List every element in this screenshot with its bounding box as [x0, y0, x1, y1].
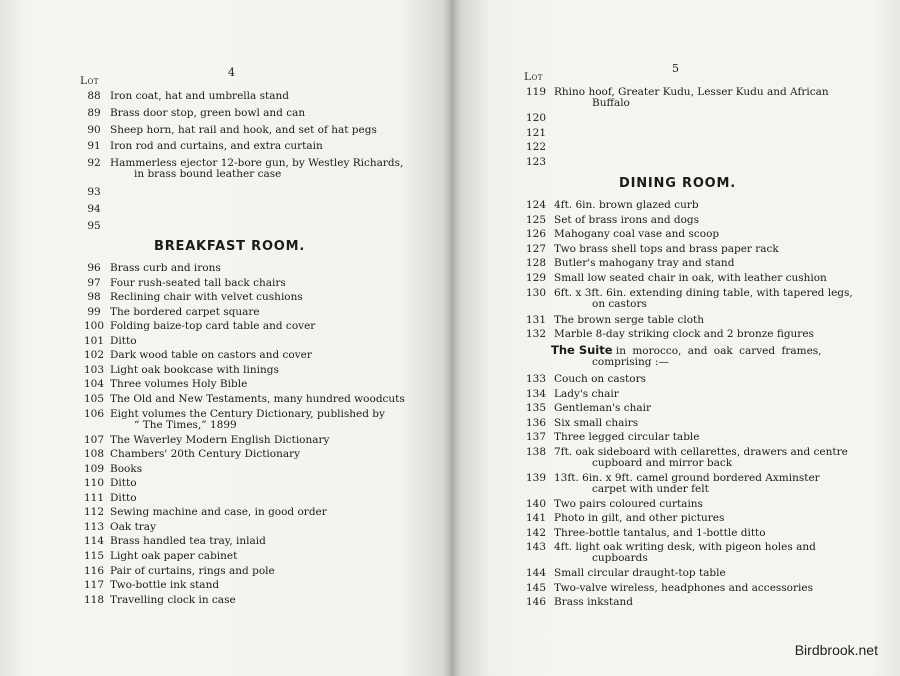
- lot-description-continued: in brass bound leather case: [134, 168, 282, 181]
- lot-number: 102: [83, 349, 105, 362]
- lot-description-continued: “ The Times,” 1899: [134, 418, 237, 431]
- lot-number: 137: [525, 431, 547, 443]
- lot-description: Three-bottle tantalus, and 1-bottle ditto: [554, 526, 766, 539]
- lot-number: 98: [87, 291, 101, 304]
- lot-number: 127: [525, 242, 547, 255]
- lot-number: 101: [83, 334, 105, 347]
- lot-description: Three volumes Holy Bible: [110, 378, 248, 391]
- lot-description-continued: cupboards: [592, 552, 648, 564]
- lot-description-continued: carpet with under felt: [592, 482, 709, 495]
- lot-number: 116: [83, 564, 105, 577]
- lot-description: Six small chairs: [554, 416, 639, 429]
- lot-number: 122: [525, 141, 547, 154]
- lot-number: 126: [525, 228, 547, 241]
- suite-description: in morocco, and oak carved frames,: [615, 345, 822, 357]
- lot-description: Light oak paper cabinet: [110, 549, 238, 562]
- lot-number: 129: [525, 272, 547, 284]
- page-number: 5: [672, 62, 679, 75]
- lot-description: The Waverley Modern English Dictionary: [110, 433, 330, 446]
- lot-number: 115: [83, 549, 105, 562]
- lot-description: The Old and New Testaments, many hundred woodcuts: [110, 392, 405, 405]
- lot-description: 7ft. oak sideboard with cellarettes, drawers and centre: [554, 445, 848, 458]
- lot-description: Marble 8-day striking clock and 2 bronze figures: [554, 328, 814, 341]
- page-number: 4: [228, 66, 235, 79]
- lot-description: Mahogany coal vase and scoop: [554, 228, 720, 241]
- lot-number: 133: [525, 373, 547, 385]
- lot-number: 112: [83, 506, 105, 519]
- lot-number: 138: [525, 445, 547, 458]
- lot-description-continued: on castors: [592, 297, 647, 310]
- lot-number: 97: [87, 276, 101, 289]
- lot-number: 107: [83, 433, 105, 446]
- lot-number: 109: [83, 462, 105, 475]
- lot-description: Chambers' 20th Century Dictionary: [110, 448, 301, 461]
- lot-number: 124: [525, 199, 547, 211]
- lot-description: Light oak bookcase with linings: [110, 363, 279, 376]
- lot-number: 125: [525, 213, 547, 226]
- lot-number: 146: [525, 596, 547, 608]
- lot-number: 100: [83, 320, 105, 333]
- lot-number: 88: [87, 90, 101, 102]
- lot-description: Photo in gilt, and other pictures: [554, 512, 725, 524]
- lot-description-continued: Buffalo: [592, 97, 630, 109]
- lot-description: The bordered carpet square: [110, 305, 260, 318]
- lot-description: Brass curb and irons: [110, 262, 221, 274]
- lot-number: 144: [525, 567, 547, 579]
- lot-description: Butler's mahogany tray and stand: [554, 257, 735, 270]
- lot-number: 92: [87, 157, 101, 170]
- lot-description: Iron coat, hat and umbrella stand: [110, 90, 289, 102]
- lot-description: 4ft. 6in. brown glazed curb: [554, 199, 699, 211]
- lot-description: 6ft. x 3ft. 6in. extending dining table, with tapered legs,: [554, 286, 853, 299]
- lot-description: Three legged circular table: [554, 431, 700, 443]
- lot-number: 142: [525, 526, 547, 539]
- lot-description: The brown serge table cloth: [554, 313, 705, 326]
- lot-description: Folding baize-top card table and cover: [110, 320, 316, 333]
- lot-description: Dark wood table on castors and cover: [110, 349, 312, 362]
- lot-number: 106: [83, 407, 105, 420]
- lot-number: 118: [83, 593, 105, 606]
- lot-description: Rhino hoof, Greater Kudu, Lesser Kudu and African: [554, 86, 829, 98]
- lot-description: Ditto: [110, 477, 137, 490]
- lot-number: 117: [83, 579, 105, 592]
- lot-description: Oak tray: [110, 520, 156, 533]
- lot-number: 91: [87, 140, 101, 153]
- lot-description: Two-valve wireless, headphones and accessories: [554, 581, 813, 594]
- lot-number: 140: [525, 497, 547, 510]
- lot-description: Two-bottle ink stand: [110, 579, 220, 592]
- lot-number: 121: [525, 126, 547, 139]
- lot-description: Lady's chair: [554, 387, 619, 400]
- lot-number: 94: [87, 202, 101, 215]
- lot-description: Ditto: [110, 334, 137, 347]
- lot-number: 111: [83, 491, 105, 504]
- lot-number: 105: [83, 392, 105, 405]
- lot-description: Iron rod and curtains, and extra curtain: [110, 140, 323, 153]
- lot-description: Reclining chair with velvet cushions: [110, 291, 303, 304]
- lot-number: 114: [83, 535, 105, 548]
- lot-description: Four rush-seated tall back chairs: [110, 276, 286, 289]
- lot-number: 123: [525, 155, 547, 168]
- lot-description: Pair of curtains, rings and pole: [110, 564, 275, 577]
- lot-column-header: Lot: [524, 71, 543, 83]
- lot-number: 95: [87, 219, 101, 232]
- lot-number: 103: [83, 363, 105, 376]
- lot-number: 93: [87, 186, 101, 198]
- lot-description: Two pairs coloured curtains: [554, 497, 703, 510]
- lot-number: 99: [87, 305, 101, 318]
- lot-description: Set of brass irons and dogs: [554, 213, 700, 226]
- lot-number: 96: [87, 262, 101, 274]
- lot-number: 119: [525, 86, 547, 98]
- lot-number: 139: [525, 471, 547, 484]
- lot-number: 145: [525, 581, 547, 594]
- right-page: [451, 0, 900, 676]
- lot-description-continued: cupboard and mirror back: [592, 456, 733, 469]
- lot-number: 143: [525, 541, 547, 553]
- lot-description: Books: [110, 462, 143, 475]
- section-heading: DINING ROOM.: [619, 176, 737, 191]
- suite-title: The Suite: [551, 343, 613, 357]
- lot-description: Couch on castors: [554, 373, 646, 385]
- lot-description: Small low seated chair in oak, with leather cushion: [554, 272, 827, 284]
- lot-number: 104: [83, 378, 105, 391]
- lot-number: 110: [83, 477, 105, 490]
- lot-description: 13ft. 6in. x 9ft. camel ground bordered Axminster: [554, 471, 820, 484]
- lot-number: 131: [525, 313, 547, 326]
- lot-number: 90: [87, 123, 101, 136]
- lot-description: Small circular draught-top table: [554, 567, 726, 579]
- section-heading: BREAKFAST ROOM.: [154, 239, 306, 254]
- lot-number: 141: [525, 512, 547, 524]
- lot-description: Hammerless ejector 12-bore gun, by Westley Richards,: [110, 157, 404, 170]
- lot-description: Sewing machine and case, in good order: [110, 506, 327, 519]
- lot-description: Eight volumes the Century Dictionary, published by: [110, 407, 385, 420]
- lot-description: Brass door stop, green bowl and can: [110, 106, 306, 119]
- lot-column-header: Lot: [80, 75, 99, 87]
- lot-number: 134: [525, 387, 547, 400]
- lot-number: 120: [525, 112, 547, 125]
- lot-description: Brass inkstand: [554, 596, 633, 608]
- lot-number: 130: [525, 286, 547, 299]
- lot-description: Sheep horn, hat rail and hook, and set of hat pegs: [110, 123, 377, 136]
- lot-number: 135: [525, 402, 547, 414]
- lot-description: 4ft. light oak writing desk, with pigeon holes and: [554, 541, 816, 553]
- site-watermark: Birdbrook.net: [794, 642, 878, 658]
- lot-description: Two brass shell tops and brass paper rack: [554, 242, 779, 255]
- lot-description: Travelling clock in case: [110, 593, 236, 606]
- lot-description: Gentleman's chair: [554, 402, 652, 414]
- suite-description-continued: comprising :—: [592, 356, 669, 368]
- lot-number: 108: [83, 448, 105, 461]
- lot-description: Brass handled tea tray, inlaid: [110, 535, 266, 548]
- lot-number: 113: [83, 520, 105, 533]
- lot-number: 128: [525, 257, 547, 270]
- lot-number: 89: [87, 106, 101, 119]
- lot-description: Ditto: [110, 491, 137, 504]
- lot-number: 132: [525, 328, 547, 341]
- lot-number: 136: [525, 416, 547, 429]
